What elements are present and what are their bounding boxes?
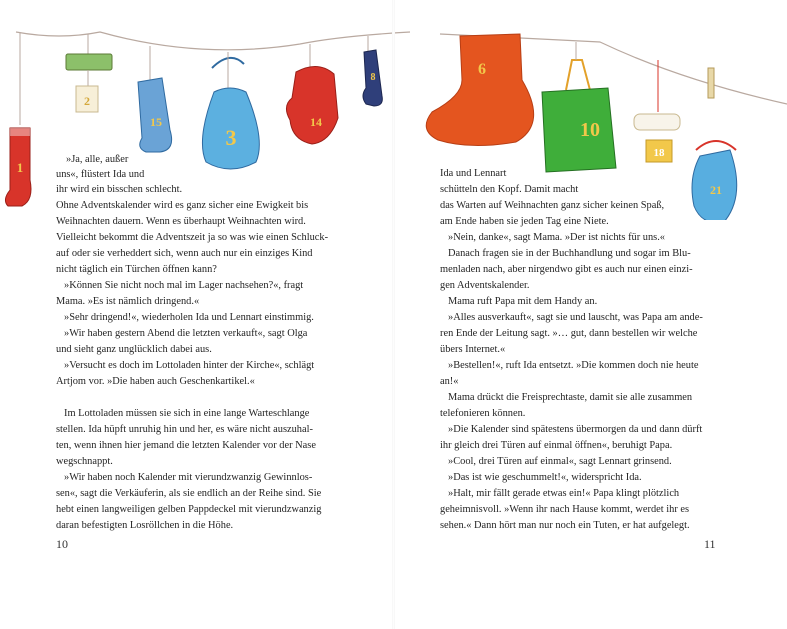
text-line: Vielleicht bekommt die Adventszeit ja so was wie einen Schluck-	[56, 232, 329, 243]
gift-box-2	[66, 34, 112, 112]
text-line: »Wir haben gestern Abend die letzten verkauft«, sagt Olga	[64, 328, 308, 339]
sock-navy-8	[363, 36, 382, 106]
text-line: Artjom vor. »Die haben auch Geschenkartikel.«	[56, 376, 255, 387]
bag-blue-3	[202, 52, 259, 169]
text-line: stellen. Ida hüpft unruhig hin und her, es wäre nicht auszuhal-	[56, 424, 313, 435]
text-line: ihr gleich drei Türen auf einmal öffnen«, beruhigt Papa.	[440, 440, 673, 451]
garland-string-left	[16, 32, 410, 50]
advent-number-2: 2	[84, 94, 90, 108]
advent-number-6: 6	[478, 61, 486, 78]
advent-number-3: 3	[225, 125, 237, 150]
text-line: Ohne Adventskalender wird es ganz sicher eine Ewigkeit bis	[56, 200, 309, 211]
text-line: »Das ist wie geschummelt!«, widerspricht Ida.	[448, 472, 642, 483]
text-line: uns«, flüstert Ida und	[56, 169, 145, 180]
text-line: geheimnisvoll. »Wenn ihr nach Hause kommt, werdet ihr es	[440, 504, 690, 515]
sack-blue-21	[692, 68, 737, 220]
text-line: das Warten auf Weihnachten ganz sicher keinen Spaß,	[440, 200, 665, 211]
advent-number-18: 18	[653, 147, 665, 159]
text-line: ihr wird ein bisschen schlecht.	[56, 184, 183, 195]
text-line: Mama drückt die Freisprechtaste, damit sie alle zusammen	[448, 392, 693, 403]
text-line: an!«	[440, 376, 459, 387]
text-line: Ida und Lennart	[440, 168, 507, 179]
sock-blue-15	[138, 46, 172, 152]
text-line: sehen.« Dann hört man nur noch ein Tuten, er hat aufgelegt.	[440, 520, 690, 531]
advent-number-1: 1	[16, 160, 24, 175]
text-line: auf oder sie verheddert sich, wenn auch nur ein einziges Kind	[56, 248, 313, 259]
sock-red-1	[5, 32, 31, 206]
bag-green-10	[542, 42, 616, 172]
text-line: Im Lottoladen müssen sie sich in eine lange Warteschlange	[64, 408, 310, 419]
text-line: »Cool, drei Türen auf einmal«, sagt Lennart grinsend.	[448, 456, 672, 467]
text-line: »Sehr dringend!«, wiederholen Ida und Lennart einstimmig.	[64, 312, 314, 323]
text-line: gen Adventskalender.	[440, 280, 530, 291]
text-line: »Bestellen!«, ruft Ida entsetzt. »Die kommen doch nie heute	[448, 360, 699, 371]
text-line: »Können Sie nicht noch mal im Lager nachsehen?«, fragt	[64, 280, 304, 291]
stocking-orange-6	[426, 34, 533, 146]
text-line: am Ende haben sie jeden Tag eine Niete.	[440, 216, 609, 227]
text-line: »Halt, mir fällt gerade etwas ein!« Papa klingt plötzlich	[448, 488, 680, 499]
mitten-red-14	[286, 44, 338, 144]
text-line: Weihnachten dauern. Wenn es überhaupt Weihnachten wird.	[56, 216, 306, 227]
text-line: »Versucht es doch im Lottoladen hinter der Kirche«, schlägt	[64, 360, 315, 371]
text-line: menladen nach, aber nirgendwo gibt es auch nur einen einzi-	[440, 264, 693, 275]
page-number-left: 10	[56, 537, 68, 551]
advent-number-8: 8	[370, 72, 376, 83]
text-line: »Ja, alle, außer	[66, 154, 129, 165]
text-line: übers Internet.«	[440, 344, 506, 355]
page-number-right: 11	[704, 537, 716, 551]
advent-number-14: 14	[310, 115, 322, 129]
text-line: »Nein, danke«, sagt Mama. »Der ist nichts für uns.«	[448, 232, 666, 243]
text-line: wegschnappt.	[56, 456, 113, 467]
text-line: daran befestigten Losröllchen in die Höhe.	[56, 520, 234, 531]
text-line: »Die Kalender sind spätestens übermorgen da und dann dürft	[448, 424, 703, 435]
text-line: »Wir haben noch Kalender mit vierundzwanzig Gewinnlos-	[64, 472, 313, 483]
scroll-box-18	[634, 60, 680, 162]
book-gutter	[392, 0, 395, 629]
text-line: telefonieren können.	[440, 408, 526, 419]
text-line: Danach fragen sie in der Buchhandlung und sogar im Blu-	[448, 248, 691, 259]
text-line: Mama. »Es ist nämlich dringend.«	[56, 296, 200, 307]
advent-number-10: 10	[580, 119, 600, 141]
text-line: und sieht ganz unglücklich dabei aus.	[56, 344, 212, 355]
advent-number-21: 21	[710, 183, 722, 197]
text-line: ten, wenn ihnen hier jemand die letzten Kalender vor der Nase	[56, 440, 316, 451]
text-line: schütteln den Kopf. Damit macht	[440, 184, 579, 195]
text-line: sen«, sagt die Verkäuferin, als sie endlich an der Reihe sind. Sie	[56, 488, 322, 499]
text-line: ren Ende der Leitung sagt. »… gut, dann bestellen wir welche	[440, 328, 698, 339]
text-line: nicht täglich ein Türchen öffnen kann?	[56, 264, 217, 275]
text-line: hebt einen langweiligen gelben Pappdeckel mit vierundzwanzig	[56, 504, 322, 515]
text-line: »Alles ausverkauft«, sagt sie und lauscht, was Papa am ande-	[448, 312, 703, 323]
text-line: Mama ruft Papa mit dem Handy an.	[448, 296, 598, 307]
advent-number-15: 15	[150, 115, 162, 129]
